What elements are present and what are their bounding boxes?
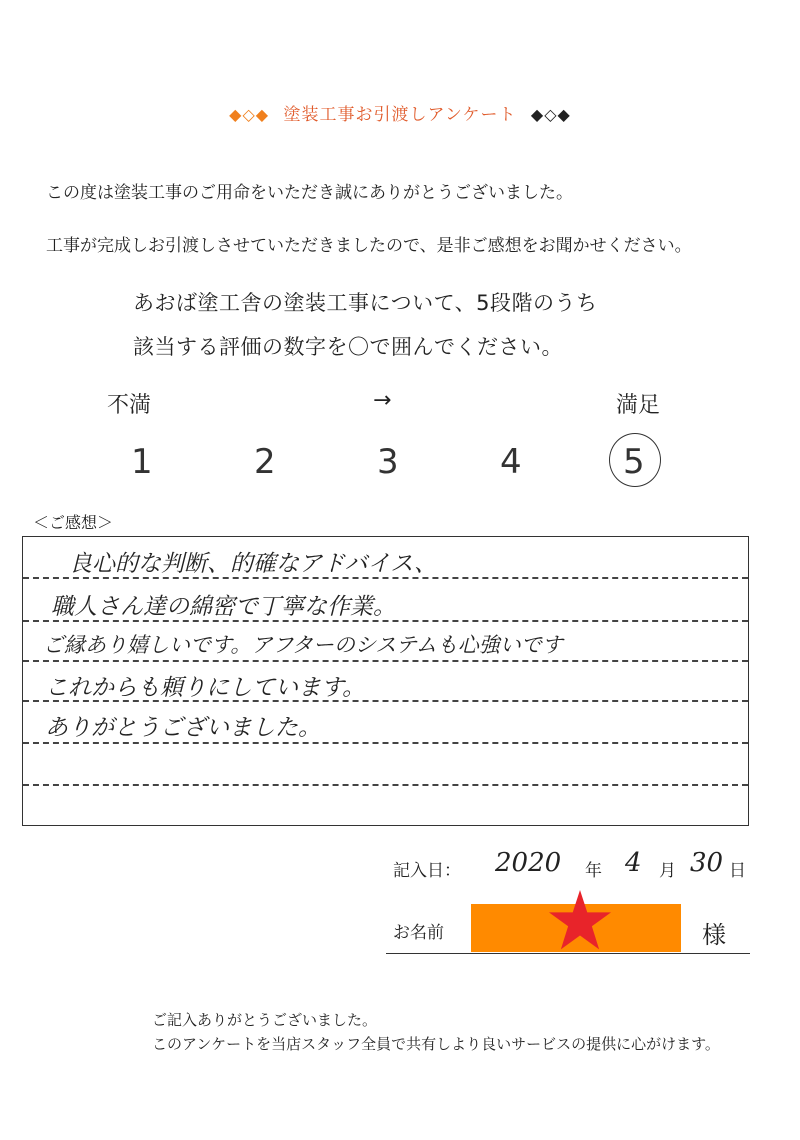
rating-option-4[interactable]: 4 [500,442,522,482]
scale-label-satisfied: 満足 [616,393,661,418]
left-diamond-ornament: ◆◇◆ [229,105,270,124]
comment-line-4: これからも頼りにしています。 [45,675,366,701]
footer-line-1: ご記入ありがとうございました。 [152,1011,378,1029]
intro-line-1: この度は塗装工事のご用命をいただき誠にありがとうございました。 [46,183,573,203]
comments-label: ＜ご感想＞ [33,513,114,532]
date-year-unit: 年 [585,861,602,881]
scale-arrow: → [373,388,392,413]
comment-line-2: 職人さん達の綿密で丁寧な作業。 [51,594,396,620]
name-label: お名前 [393,923,444,943]
honorific-sama: 様 [702,921,726,949]
redaction-star-icon [547,888,613,954]
date-month-unit: 月 [659,861,676,881]
comment-line-1: 良心的な判断、的確なアドバイス、 [69,551,437,577]
survey-title: 塗装工事お引渡しアンケート [283,105,517,125]
comment-line-3: ご縁あり嬉しいです。アフターのシステムも心強いです [43,633,563,657]
survey-title-row [0,100,800,125]
ruled-line [23,660,748,662]
rating-option-2[interactable]: 2 [254,442,276,482]
date-month[interactable]: 4 [625,848,642,878]
right-diamond-ornament: ◆◇◆ [530,105,571,124]
ruled-line [23,742,748,744]
ruled-line [23,784,748,786]
intro-line-2: 工事が完成しお引渡しさせていただきましたので、是非ご感想をお聞かせください。 [46,236,692,256]
comments-box[interactable] [22,536,749,826]
footer-line-2: このアンケートを当店スタッフ全員で共有しより良いサービスの提供に心がけます。 [152,1035,720,1053]
scale-label-dissatisfied: 不満 [107,393,152,418]
name-underline [386,953,750,954]
date-day[interactable]: 30 [690,848,724,878]
rating-option-5[interactable]: 5 [623,442,645,482]
date-label: 記入日： [393,861,461,881]
selected-rating-circle [609,433,661,487]
date-year[interactable]: 2020 [495,848,562,878]
question-line-2: 該当する評価の数字を〇で囲んでください。 [133,335,563,359]
rating-option-1[interactable]: 1 [131,442,153,482]
rating-option-3[interactable]: 3 [377,442,399,482]
comment-line-5: ありがとうございました。 [45,715,321,741]
date-day-unit: 日 [729,861,746,881]
question-line-1: あおば塗工舎の塗装工事について、5段階のうち [133,291,598,315]
